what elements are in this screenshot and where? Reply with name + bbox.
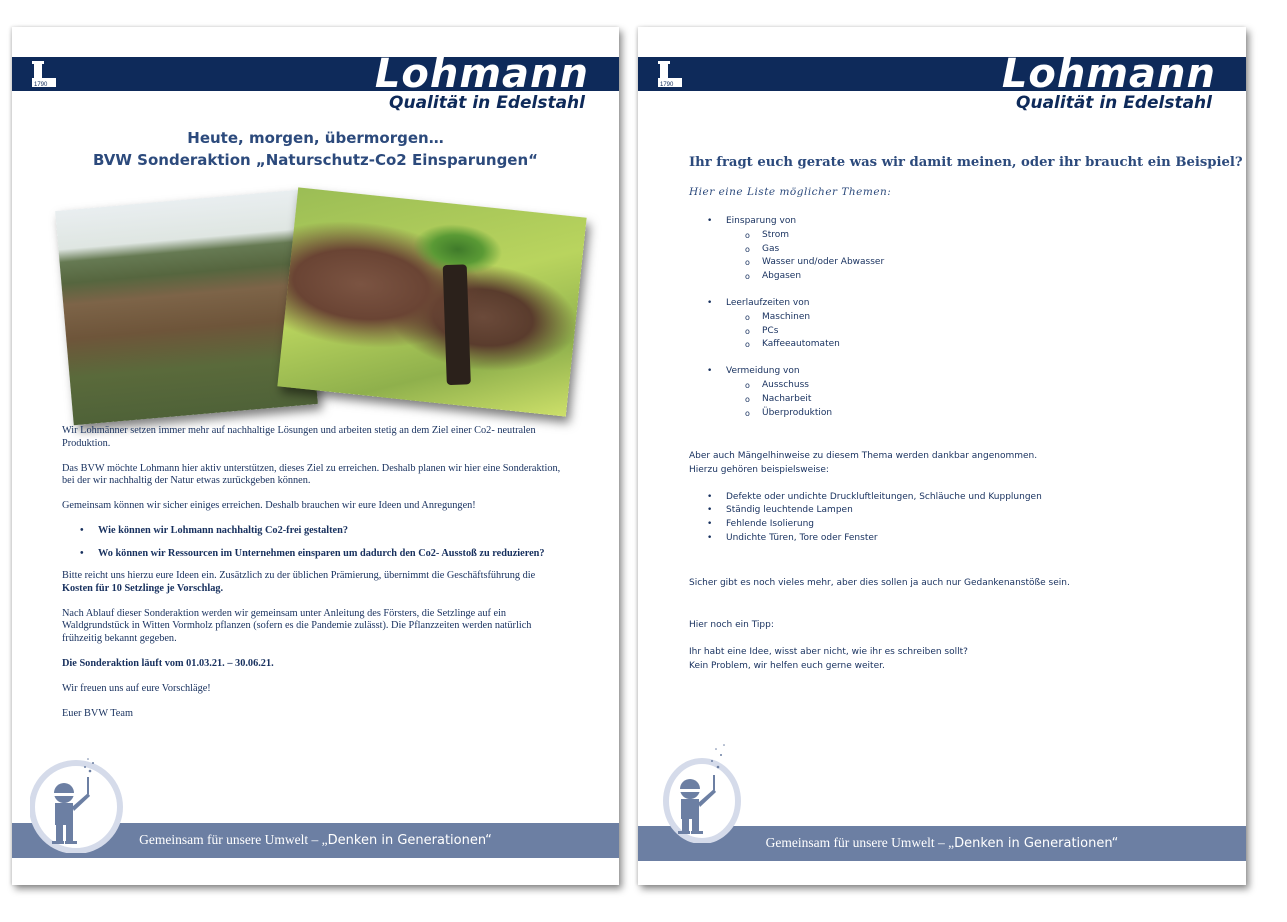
defects-section	[689, 450, 1209, 546]
tip-line-2: Kein Problem, wir helfen euch gerne weiter.	[689, 660, 885, 671]
spacer	[689, 352, 1209, 365]
paragraph-bvw: Das BVW möchte Lohmann hier aktiv unterstützen, dieses Ziel zu erreichen. Deshalb planen wir hier eine Sonderaktion, bei der wir nachhaltig der Natur etwas zurückgeben können.	[62, 462, 561, 486]
spacer	[689, 284, 1209, 297]
question-list	[62, 525, 562, 560]
page-heading: Ihr fragt euch gerate was wir damit meinen, oder ihr braucht ein Beispiel?	[689, 155, 1243, 170]
body-text	[62, 425, 562, 733]
lohmann-logo-icon	[30, 60, 58, 88]
brand-wordmark: Lohmann	[1001, 51, 1216, 97]
paragraph-submit: Bitte reicht uns hierzu eure Ideen ein. Zusätzlich zu der üblichen Prämierung, übernimmt die Geschäftsführung die Kosten für 10 Setzlinge je Vorschlag.	[62, 570, 536, 594]
paragraph-planting: Nach Ablauf dieser Sonderaktion werden wir gemeinsam unter Anleitung des Försters, die Setzlinge auf ein Waldgrundstück in Witten Vormholz pflanzen (sofern es die Pandemie zulässt). Die Pflanzzeiten werden natürlich frühzeitig bekannt gegeben.	[62, 607, 532, 644]
subtopic-item: o Kaffeeautomaten	[689, 338, 1209, 352]
worker-mascot-icon	[30, 749, 126, 853]
header-bar	[12, 51, 619, 97]
svg-text:1790: 1790	[34, 82, 48, 88]
subtopic-item: o Strom	[689, 229, 1209, 243]
tip-text	[689, 646, 1209, 674]
forest-clearing-photo	[55, 190, 318, 426]
campaign-dates: Die Sonderaktion läuft vom 01.03.21. – 30.06.21.	[62, 657, 274, 669]
subtopic-item: o Maschinen	[689, 311, 1209, 325]
footer-slogan: Gemeinsam für unsere Umwelt – „Denken in Generationen“	[765, 835, 1119, 851]
flyer-page-2	[638, 27, 1246, 885]
subtopic-item: o Gas	[689, 243, 1209, 257]
brand-tagline: Qualität in Edelstahl	[1016, 93, 1212, 113]
defect-item: • Fehlende Isolierung	[689, 518, 1209, 532]
subtopic-item: o Abgasen	[689, 270, 1209, 284]
seedling-hands-photo	[277, 187, 586, 416]
svg-text:1790: 1790	[660, 82, 674, 88]
subtopic-item: o Nacharbeit	[689, 393, 1209, 407]
lohmann-logo-icon	[656, 60, 684, 88]
defect-item: • Defekte oder undichte Druckluftleitungen, Schläuche und Kupplungen	[689, 491, 1209, 505]
topic-item: • Einsparung von	[689, 215, 1209, 229]
topic-item: • Vermeidung von	[689, 365, 1209, 379]
brand-wordmark: Lohmann	[374, 51, 589, 97]
paragraph-thanks: Wir freuen uns auf eure Vorschläge!	[62, 682, 211, 694]
subtopic-item: o PCs	[689, 325, 1209, 339]
question-item: • Wie können wir Lohmann nachhaltig Co2-frei gestalten?	[62, 525, 562, 538]
subtopic-item: o Ausschuss	[689, 379, 1209, 393]
topics-subheading: Hier eine Liste möglicher Themen:	[689, 186, 892, 198]
tip-label: Hier noch ein Tipp:	[689, 620, 774, 630]
brand-tagline: Qualität in Edelstahl	[389, 93, 585, 113]
page-title-line-2: BVW Sonderaktion „Naturschutz-Co2 Einsparungen“	[92, 151, 539, 169]
signature: Euer BVW Team	[62, 707, 133, 719]
defect-item: • Undichte Türen, Tore oder Fenster	[689, 532, 1209, 546]
defects-intro-line-2: Hierzu gehören beispielsweise:	[689, 464, 829, 475]
closing-text: Sicher gibt es noch vieles mehr, aber dies sollen ja auch nur Gedankenanstöße sein.	[689, 578, 1070, 588]
header-bar	[638, 51, 1246, 97]
footer-slogan: Gemeinsam für unsere Umwelt – „Denken in Generationen“	[139, 832, 492, 848]
subtopic-item: o Überproduktion	[689, 407, 1209, 421]
defects-list	[689, 491, 1209, 546]
flyer-page-1	[12, 27, 619, 885]
question-item: • Wo können wir Ressourcen im Unternehmen einsparen um dadurch den Co2- Ausstoß zu reduzieren?	[62, 548, 562, 561]
paragraph-ideas: Gemeinsam können wir sicher einiges erreichen. Deshalb brauchen wir eure Ideen und Anregungen!	[62, 500, 476, 511]
defects-intro-line-1: Aber auch Mängelhinweise zu diesem Thema werden dankbar angenommen.	[689, 451, 1038, 461]
tip-line-1: Ihr habt eine Idee, wisst aber nicht, wie ihr es schreiben sollt?	[689, 647, 968, 657]
subtopic-item: o Wasser und/oder Abwasser	[689, 256, 1209, 270]
worker-mascot-icon	[656, 739, 752, 843]
topics-list	[689, 215, 1209, 420]
page-title-line-1: Heute, morgen, übermorgen…	[187, 129, 444, 147]
topic-item: • Leerlaufzeiten von	[689, 297, 1209, 311]
seedling-root-ball	[443, 264, 471, 385]
paragraph-intro: Wir Lohmänner setzen immer mehr auf nachhaltige Lösungen und arbeiten stetig an dem Ziel einer Co2- neutralen Produktion.	[62, 425, 536, 449]
defect-item: • Ständig leuchtende Lampen	[689, 504, 1209, 518]
